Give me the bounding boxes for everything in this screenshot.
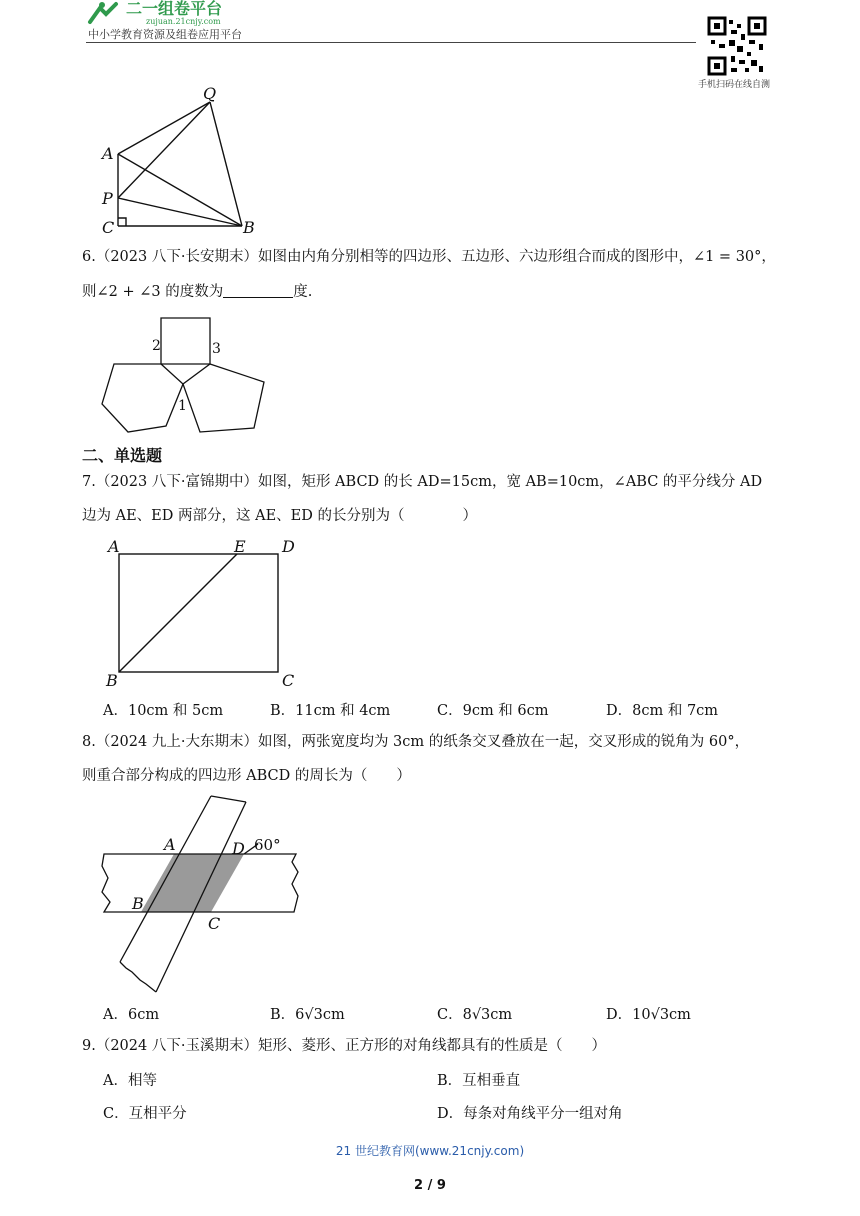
q8-option-a[interactable]: A．6cm	[103, 1007, 160, 1023]
angle-label-60: 60°	[254, 836, 281, 854]
q9-option-c[interactable]: C．互相平分	[103, 1106, 187, 1122]
question-7-line2: 边为 AE、ED 两部分，这 AE、ED 的长分别为（ ）	[82, 508, 477, 524]
section-heading-single-choice: 二、单选题	[82, 446, 163, 465]
q7-option-d[interactable]: D．8cm 和 7cm	[606, 703, 719, 719]
answer-blank[interactable]	[223, 283, 293, 298]
label-b: B	[106, 671, 118, 690]
label-q: Q	[203, 84, 217, 103]
qr-code-icon[interactable]	[707, 16, 767, 76]
label-b: B	[132, 894, 144, 913]
label-b: B	[243, 218, 255, 237]
qr-caption: 手机扫码在线自测	[698, 80, 771, 90]
label-c: C	[208, 914, 221, 933]
figure-q8	[96, 792, 306, 1002]
label-d: D	[232, 839, 245, 858]
q8-option-b[interactable]: B．6√3cm	[270, 1007, 345, 1023]
label-p: P	[102, 189, 113, 208]
figure-q6	[96, 310, 276, 442]
site-logo	[86, 0, 286, 26]
header-subtitle: 中小学教育资源及组卷应用平台	[88, 28, 242, 41]
q7-option-b[interactable]: B．11cm 和 4cm	[270, 703, 391, 719]
q8-option-c[interactable]: C．8√3cm	[437, 1007, 513, 1023]
header-divider	[86, 42, 696, 43]
q9-option-a[interactable]: A．相等	[103, 1073, 157, 1089]
label-c: C	[282, 671, 295, 690]
figure-q7	[102, 536, 302, 694]
question-8-line1: 8.（2024 九上·大东期末）如图，两张宽度均为 3cm 的纸条交叉叠放在一起，交叉形成的锐角为 60°，	[82, 734, 750, 750]
label-a: A	[102, 144, 114, 163]
q7-option-c[interactable]: C．9cm 和 6cm	[437, 703, 549, 719]
question-6-line2	[82, 282, 782, 302]
label-d: D	[282, 537, 295, 556]
q8-option-d[interactable]: D．10√3cm	[606, 1007, 691, 1023]
label-e: E	[234, 537, 246, 556]
angle-label-3: 3	[212, 341, 221, 357]
angle-label-1: 1	[178, 398, 187, 414]
logo-subtext: zujuan.21cnjy.com	[146, 17, 221, 26]
question-6-line1: 6.（2023 八下·长安期末）如图由内角分别相等的四边形、五边形、六边形组合而成的图形中，∠1 = 30°，	[82, 249, 776, 265]
q9-option-d[interactable]: D．每条对角线平分一组对角	[437, 1106, 623, 1122]
question-9-line1: 9.（2024 八下·玉溪期末）矩形、菱形、正方形的对角线都具有的性质是（ ）	[82, 1038, 606, 1054]
label-a: A	[164, 835, 176, 854]
question-8-line2: 则重合部分构成的四边形 ABCD 的周长为（ ）	[82, 768, 411, 784]
q9-option-b[interactable]: B．互相垂直	[437, 1073, 521, 1089]
page-number: 2 / 9	[414, 1178, 446, 1193]
question-6-unit: 度.	[293, 284, 313, 300]
question-7-line1: 7.（2023 八下·富锦期中）如图，矩形 ABCD 的长 AD=15cm，宽 AB=10cm，∠ABC 的平分线分 AD	[82, 474, 763, 490]
figure-q5	[96, 80, 266, 244]
label-a: A	[108, 537, 120, 556]
angle-label-2: 2	[152, 338, 161, 354]
q7-option-a[interactable]: A．10cm 和 5cm	[103, 703, 224, 719]
label-c: C	[102, 218, 115, 237]
logo-text: 二一组卷平台	[126, 0, 223, 18]
question-6-text: 则∠2 + ∠3 的度数为	[82, 284, 224, 300]
footer-site-link[interactable]: 21 世纪教育网(www.21cnjy.com)	[335, 1144, 525, 1158]
